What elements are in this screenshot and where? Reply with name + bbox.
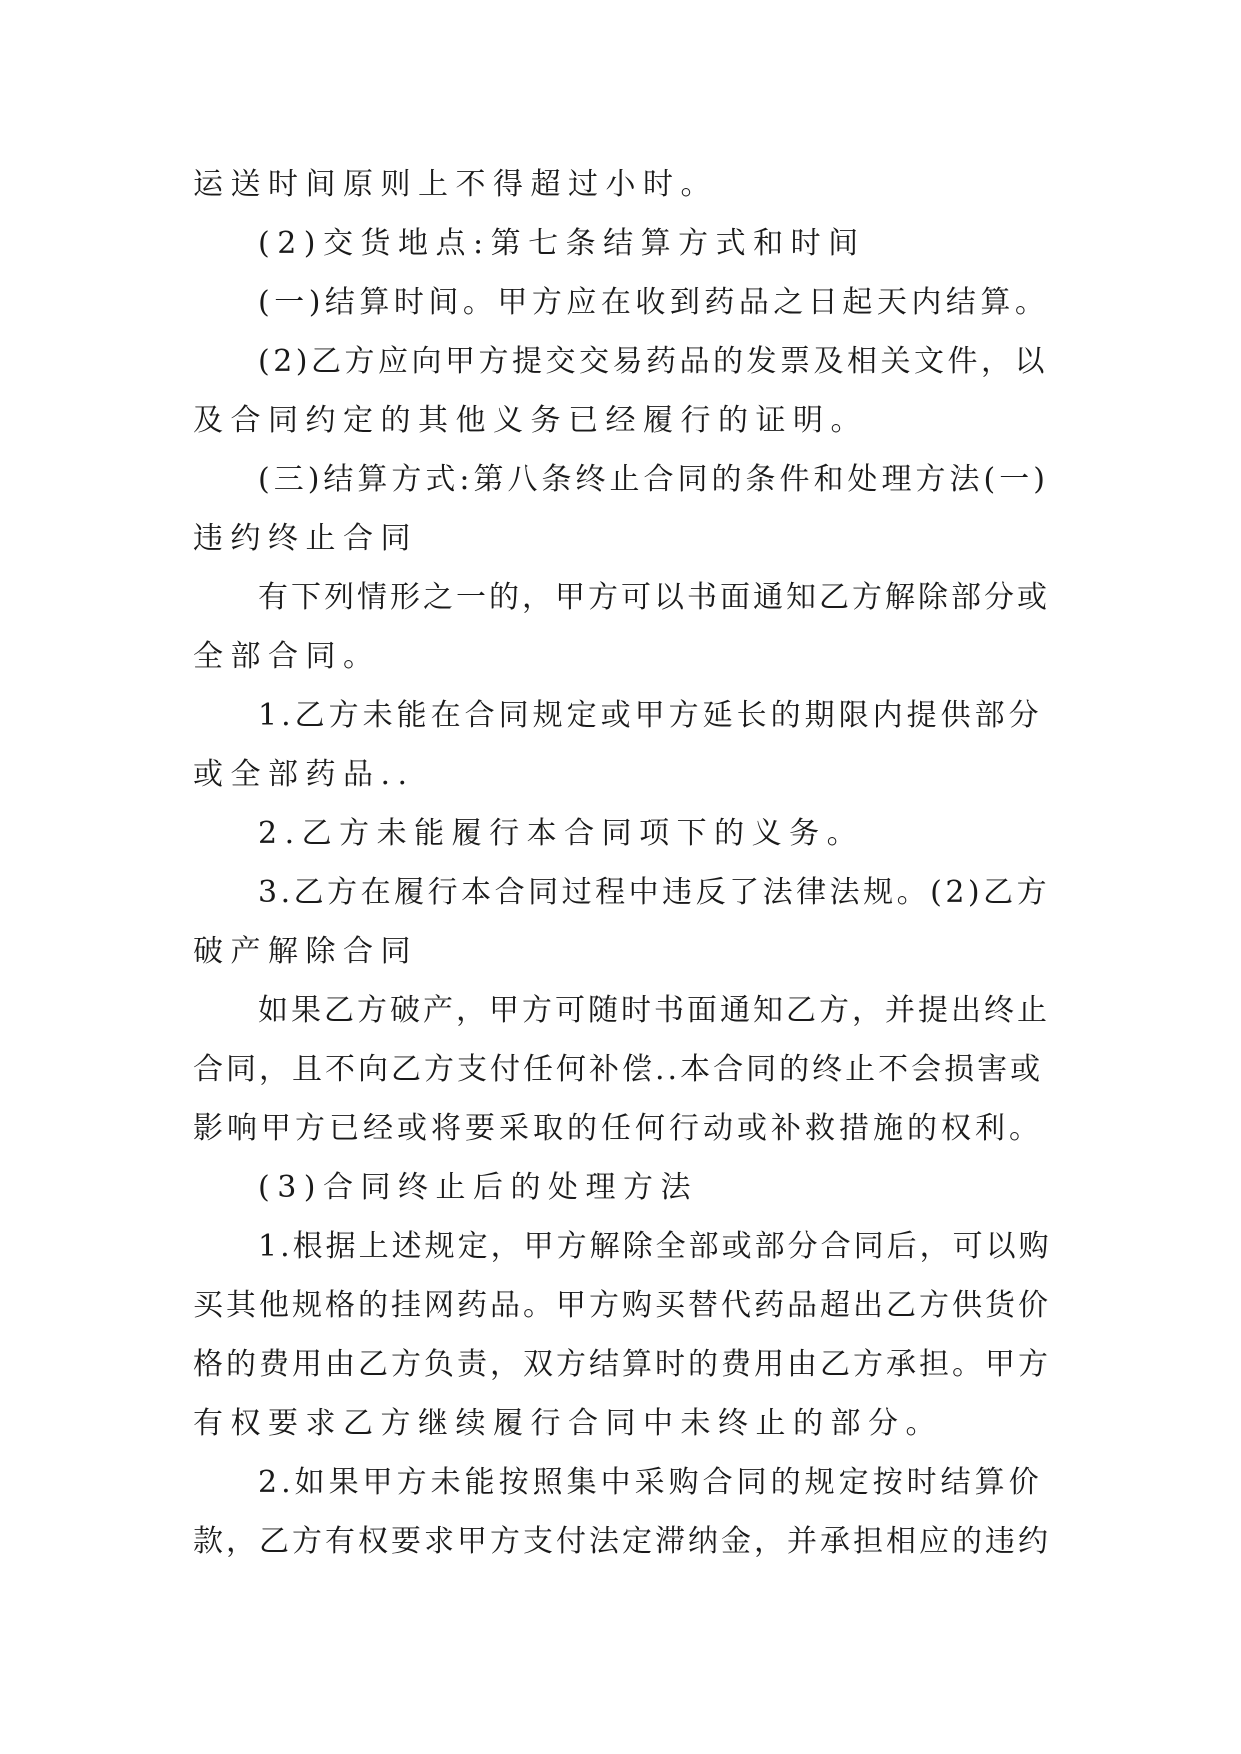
text-line: 格的费用由乙方负责，双方结算时的费用由乙方承担。甲方 — [193, 1347, 1051, 1382]
text-line: 全部合同。 — [193, 639, 381, 674]
text-line: 1.乙方未能在合同规定或甲方延长的期限内提供部分 — [258, 698, 1043, 733]
text-line: (2)乙方应向甲方提交交易药品的发票及相关文件，以 — [258, 344, 1048, 379]
text-line: 或全部药品.. — [193, 757, 415, 792]
text-line: 及合同约定的其他义务已经履行的证明。 — [193, 403, 868, 438]
text-line: 2.如果甲方未能按照集中采购合同的规定按时结算价 — [258, 1465, 1043, 1500]
text-line: 有下列情形之一的，甲方可以书面通知乙方解除部分或 — [258, 580, 1050, 615]
text-line: 1.根据上述规定，甲方解除全部或部分合同后，可以购 — [258, 1229, 1052, 1264]
text-line: 有权要求乙方继续履行合同中未终止的部分。 — [193, 1406, 943, 1441]
text-line: 运送时间原则上不得超过小时。 — [193, 167, 718, 202]
text-line: (一)结算时间。甲方应在收到药品之日起天内结算。 — [258, 285, 1050, 320]
text-line: (2)交货地点:第七条结算方式和时间 — [258, 226, 866, 261]
text-line: 合同，且不向乙方支付任何补偿..本合同的终止不会损害或 — [193, 1052, 1044, 1087]
text-line: 违约终止合同 — [193, 521, 418, 556]
text-line: 如果乙方破产，甲方可随时书面通知乙方，并提出终止 — [258, 993, 1050, 1028]
text-line: 3.乙方在履行本合同过程中违反了法律法规。(2)乙方 — [258, 875, 1051, 910]
text-line: 买其他规格的挂网药品。甲方购买替代药品超出乙方供货价 — [193, 1288, 1051, 1323]
text-line: 影响甲方已经或将要采取的任何行动或补救措施的权利。 — [193, 1111, 1043, 1146]
text-line: (3)合同终止后的处理方法 — [258, 1170, 698, 1205]
document-body — [193, 155, 1053, 1571]
text-line: 破产解除合同 — [193, 934, 418, 969]
text-line: (三)结算方式:第八条终止合同的条件和处理方法(一) — [258, 462, 1049, 497]
text-line: 款，乙方有权要求甲方支付法定滞纳金，并承担相应的违约 — [193, 1524, 1051, 1559]
text-line: 2.乙方未能履行本合同项下的义务。 — [258, 816, 865, 851]
